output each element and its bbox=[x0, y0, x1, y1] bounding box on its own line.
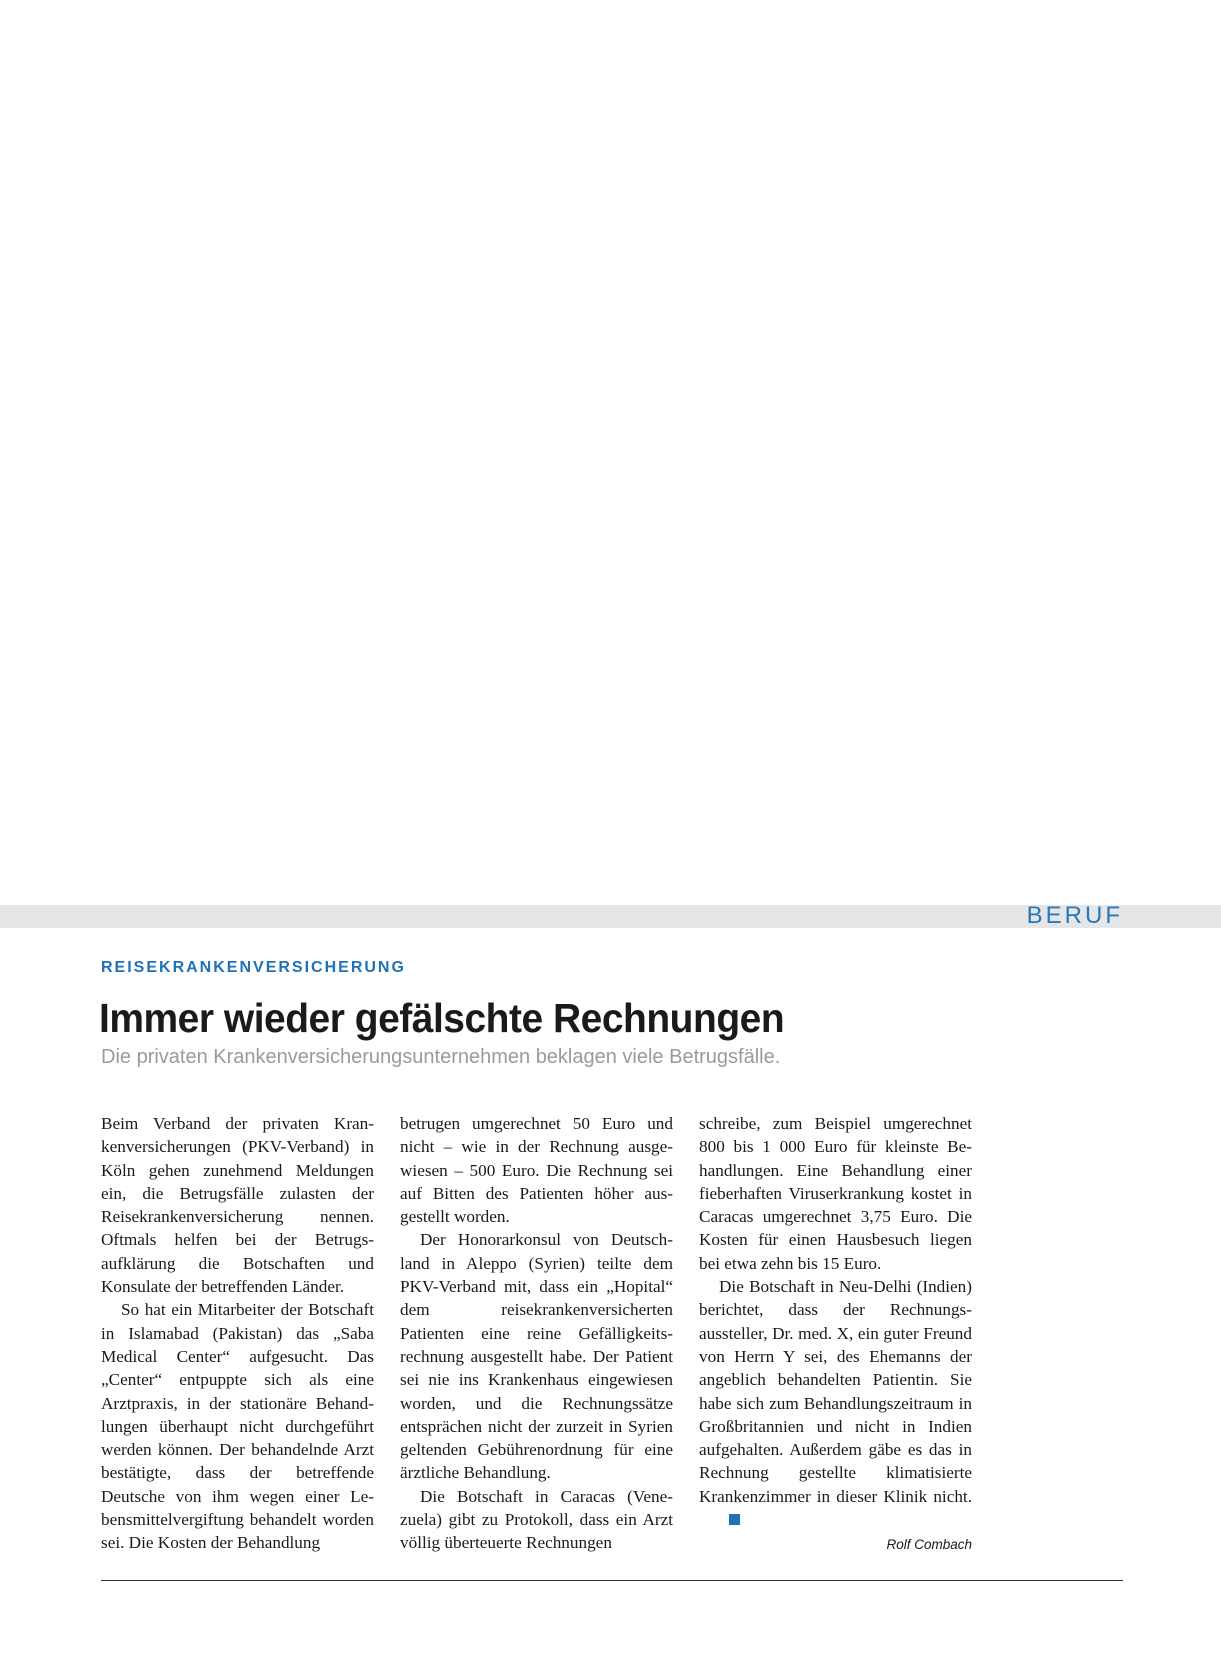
article-headline: Immer wieder gefälschte Rechnungen bbox=[99, 995, 785, 1041]
paragraph: Beim Verband der privaten Krankenversicherungen (PKV-Verband) in Köln gehen zunehmend Meldungen ein, die Betrugsfälle zulasten der Reisekrankenversicherung nennen. Oftmals helfen bei der Betrugsaufklärung die Botschaften und Konsulate der betreffenden Länder. bbox=[101, 1114, 374, 1297]
article-column-3 bbox=[699, 1112, 972, 1531]
paragraph: schreibe, zum Beispiel umgerechnet 800 bis 1 000 Euro für kleinste Behandlungen. Eine Behandlung einer fieberhaften Viruserkrankung kostet in Caracas umgerechnet 3,75 Euro. Die Kosten für einen Hausbesuch liegen bei etwa zehn bis 15 Euro. bbox=[699, 1114, 972, 1273]
end-of-article-square-icon bbox=[729, 1514, 740, 1525]
article-kicker: REISEKRANKENVERSICHERUNG bbox=[101, 959, 406, 976]
paragraph: Der Honorarkonsul von Deutschland in Aleppo (Syrien) teilte dem PKV-Verband mit, dass ein „Hopital“ dem reisekrankenversicherten Patienten eine reine Gefälligkeitsrechnung ausgestellt habe. Der Patient sei nie ins Krankenhaus eingewiesen worden, und die Rechnungssätze entsprächen nicht der zurzeit in Syrien geltenden Gebührenordnung für eine ärztliche Behandlung. bbox=[400, 1230, 673, 1483]
paragraph: Die Botschaft in Caracas (Venezuela) gibt zu Protokoll, dass ein Arzt völlig überteuerte Rechnungen bbox=[400, 1486, 673, 1553]
section-label: BERUF bbox=[1026, 902, 1123, 929]
paragraph-text: Die Botschaft in Neu-Delhi (Indien) berichtet, dass der Rechnungsaussteller, Dr. med. X, ein guter Freund von Herrn Y sei, des Ehemanns der angeblich behandelten Patientin. Sie habe sich zum Behandlungszeitraum in Großbritannien und nicht in Indien aufgehalten. Außerdem gäbe es das in Rechnung gestellte klimatisierte Krankenzimmer in dieser Klinik nicht. bbox=[699, 1277, 972, 1506]
article-column-2 bbox=[400, 1112, 673, 1555]
paragraph: So hat ein Mitarbeiter der Botschaft in Islamabad (Pakistan) das „Saba Medical Center“ aufgesucht. Das „Center“ entpuppte sich als eine Arztpraxis, in der stationäre Behandlungen überhaupt nicht durchgeführt werden können. Der behandelnde Arzt bestätigte, dass der betreffende Deutsche von ihm wegen einer Lebensmittelvergiftung behandelt worden sei. Die Kosten der Behandlung bbox=[101, 1300, 374, 1553]
paragraph: betrugen umgerechnet 50 Euro und nicht – wie in der Rechnung ausgewiesen – 500 Euro. Die Rechnung sei auf Bitten des Patienten höher ausgestellt worden. bbox=[400, 1114, 673, 1227]
author-byline: Rolf Combach bbox=[886, 1537, 972, 1552]
article-subline: Die privaten Krankenversicherungsunternehmen beklagen viele Betrugsfälle. bbox=[101, 1046, 781, 1068]
article-column-1 bbox=[101, 1112, 374, 1555]
paragraph-last bbox=[699, 1275, 972, 1531]
bottom-rule bbox=[101, 1580, 1123, 1581]
